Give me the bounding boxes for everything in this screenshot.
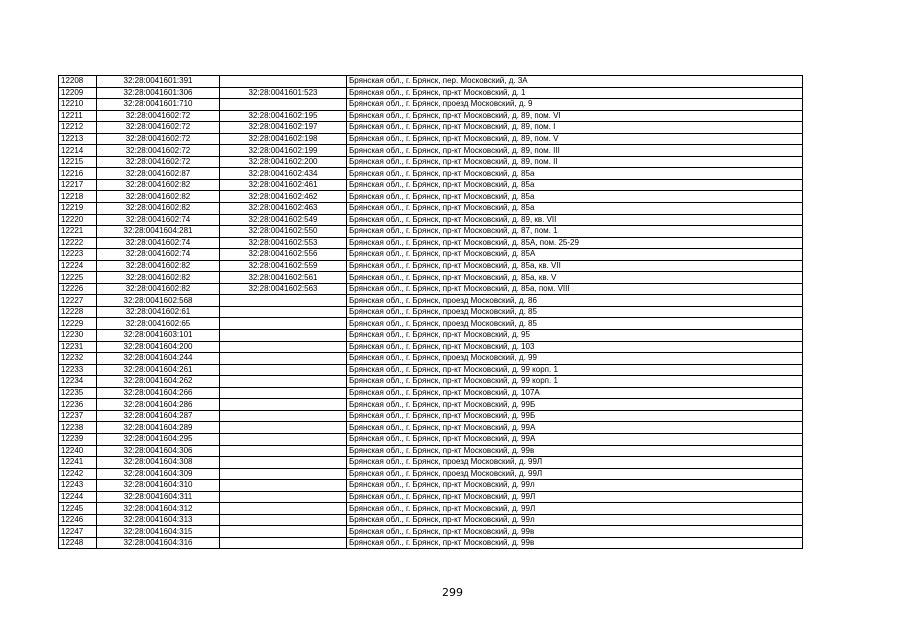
table-row <box>59 480 803 492</box>
related-cadastral-number-cell <box>220 364 347 376</box>
related-cadastral-number-cell <box>220 433 347 445</box>
cadastral-number-cell: 32:28:0041603:101 <box>97 330 220 342</box>
row-number-cell: 12233 <box>59 364 97 376</box>
address-cell: Брянская обл., г. Брянск, пр-кт Московский, д. 99 корп. 1 <box>347 376 803 388</box>
cadastral-number-cell: 32:28:0041602:82 <box>97 179 220 191</box>
row-number-cell: 12216 <box>59 168 97 180</box>
address-cell: Брянская обл., г. Брянск, проезд Московский, д. 85 <box>347 318 803 330</box>
related-cadastral-number-cell: 32:28:0041602:563 <box>220 283 347 295</box>
related-cadastral-number-cell <box>220 76 347 88</box>
row-number-cell: 12218 <box>59 191 97 203</box>
related-cadastral-number-cell: 32:28:0041602:463 <box>220 203 347 215</box>
related-cadastral-number-cell <box>220 491 347 503</box>
row-number-cell: 12230 <box>59 330 97 342</box>
address-cell: Брянская обл., г. Брянск, проезд Московский, д. 99 <box>347 353 803 365</box>
address-cell: Брянская обл., г. Брянск, пр-кт Московский, д. 85а, кв. V <box>347 272 803 284</box>
row-number-cell: 12234 <box>59 376 97 388</box>
table-row <box>59 145 803 157</box>
address-cell: Брянская обл., г. Брянск, пр-кт Московский, д. 89, пом. II <box>347 156 803 168</box>
table-row <box>59 526 803 538</box>
row-number-cell: 12232 <box>59 353 97 365</box>
address-cell: Брянская обл., г. Брянск, пр-кт Московский, д. 1 <box>347 87 803 99</box>
address-cell: Брянская обл., г. Брянск, пр-кт Московский, д. 95 <box>347 330 803 342</box>
row-number-cell: 12247 <box>59 526 97 538</box>
cadastral-number-cell: 32:28:0041604:306 <box>97 445 220 457</box>
related-cadastral-number-cell <box>220 503 347 515</box>
cadastral-number-cell: 32:28:0041601:710 <box>97 99 220 111</box>
cadastral-table <box>58 75 803 549</box>
table-row <box>59 272 803 284</box>
cadastral-number-cell: 32:28:0041601:306 <box>97 87 220 99</box>
cadastral-number-cell: 32:28:0041604:310 <box>97 480 220 492</box>
related-cadastral-number-cell: 32:28:0041602:461 <box>220 179 347 191</box>
address-cell: Брянская обл., г. Брянск, пр-кт Московский, д. 89, пом. VI <box>347 110 803 122</box>
related-cadastral-number-cell: 32:28:0041602:197 <box>220 122 347 134</box>
table-row <box>59 468 803 480</box>
related-cadastral-number-cell <box>220 330 347 342</box>
address-cell: Брянская обл., г. Брянск, пр-кт Московский, д. 85а <box>347 179 803 191</box>
related-cadastral-number-cell: 32:28:0041602:549 <box>220 214 347 226</box>
table-row <box>59 203 803 215</box>
row-number-cell: 12248 <box>59 537 97 549</box>
related-cadastral-number-cell <box>220 445 347 457</box>
table-row <box>59 237 803 249</box>
table-row <box>59 514 803 526</box>
cadastral-number-cell: 32:28:0041602:72 <box>97 145 220 157</box>
table-row <box>59 399 803 411</box>
cadastral-number-cell: 32:28:0041602:74 <box>97 249 220 261</box>
row-number-cell: 12221 <box>59 226 97 238</box>
row-number-cell: 12226 <box>59 283 97 295</box>
cadastral-number-cell: 32:28:0041602:72 <box>97 110 220 122</box>
table-row <box>59 330 803 342</box>
table-row <box>59 318 803 330</box>
row-number-cell: 12239 <box>59 433 97 445</box>
related-cadastral-number-cell: 32:28:0041602:195 <box>220 110 347 122</box>
cadastral-table-body <box>59 76 803 549</box>
address-cell: Брянская обл., г. Брянск, пр-кт Московский, д. 99Л <box>347 491 803 503</box>
address-cell: Брянская обл., г. Брянск, пр-кт Московский, д. 99Б <box>347 399 803 411</box>
cadastral-number-cell: 32:28:0041604:313 <box>97 514 220 526</box>
row-number-cell: 12241 <box>59 457 97 469</box>
row-number-cell: 12246 <box>59 514 97 526</box>
address-cell: Брянская обл., г. Брянск, пр-кт Московский, д. 99 корп. 1 <box>347 364 803 376</box>
cadastral-number-cell: 32:28:0041604:312 <box>97 503 220 515</box>
address-cell: Брянская обл., г. Брянск, пр-кт Московский, д. 99в <box>347 445 803 457</box>
cadastral-number-cell: 32:28:0041604:244 <box>97 353 220 365</box>
table-row <box>59 387 803 399</box>
table-row <box>59 457 803 469</box>
table-row <box>59 226 803 238</box>
table-row <box>59 491 803 503</box>
row-number-cell: 12217 <box>59 179 97 191</box>
related-cadastral-number-cell <box>220 387 347 399</box>
row-number-cell: 12222 <box>59 237 97 249</box>
address-cell: Брянская обл., г. Брянск, пр-кт Московский, д. 89, пом. III <box>347 145 803 157</box>
cadastral-number-cell: 32:28:0041604:308 <box>97 457 220 469</box>
row-number-cell: 12245 <box>59 503 97 515</box>
table-row <box>59 306 803 318</box>
related-cadastral-number-cell: 32:28:0041602:553 <box>220 237 347 249</box>
table-row <box>59 133 803 145</box>
table-row <box>59 445 803 457</box>
cadastral-number-cell: 32:28:0041602:87 <box>97 168 220 180</box>
cadastral-number-cell: 32:28:0041604:281 <box>97 226 220 238</box>
address-cell: Брянская обл., г. Брянск, пр-кт Московский, д. 85а <box>347 168 803 180</box>
related-cadastral-number-cell: 32:28:0041602:462 <box>220 191 347 203</box>
row-number-cell: 12211 <box>59 110 97 122</box>
address-cell: Брянская обл., г. Брянск, пр-кт Московский, д. 99в <box>347 526 803 538</box>
row-number-cell: 12215 <box>59 156 97 168</box>
table-row <box>59 503 803 515</box>
related-cadastral-number-cell: 32:28:0041602:559 <box>220 260 347 272</box>
cadastral-number-cell: 32:28:0041602:72 <box>97 156 220 168</box>
related-cadastral-number-cell <box>220 457 347 469</box>
cadastral-number-cell: 32:28:0041602:65 <box>97 318 220 330</box>
address-cell: Брянская обл., г. Брянск, пр-кт Московский, д. 99А <box>347 422 803 434</box>
address-cell: Брянская обл., г. Брянск, пр-кт Московский, д. 89, пом. I <box>347 122 803 134</box>
related-cadastral-number-cell: 32:28:0041602:199 <box>220 145 347 157</box>
related-cadastral-number-cell <box>220 537 347 549</box>
address-cell: Брянская обл., г. Брянск, пр-кт Московский, д. 99л <box>347 480 803 492</box>
related-cadastral-number-cell: 32:28:0041602:556 <box>220 249 347 261</box>
table-row <box>59 156 803 168</box>
row-number-cell: 12238 <box>59 422 97 434</box>
row-number-cell: 12208 <box>59 76 97 88</box>
table-row <box>59 422 803 434</box>
cadastral-number-cell: 32:28:0041602:82 <box>97 191 220 203</box>
cadastral-number-cell: 32:28:0041601:391 <box>97 76 220 88</box>
row-number-cell: 12231 <box>59 341 97 353</box>
address-cell: Брянская обл., г. Брянск, проезд Московский, д. 86 <box>347 295 803 307</box>
row-number-cell: 12210 <box>59 99 97 111</box>
related-cadastral-number-cell <box>220 422 347 434</box>
row-number-cell: 12236 <box>59 399 97 411</box>
cadastral-number-cell: 32:28:0041602:61 <box>97 306 220 318</box>
related-cadastral-number-cell <box>220 306 347 318</box>
cadastral-number-cell: 32:28:0041604:289 <box>97 422 220 434</box>
address-cell: Брянская обл., г. Брянск, проезд Московский, д. 99Л <box>347 457 803 469</box>
table-row <box>59 168 803 180</box>
address-cell: Брянская обл., г. Брянск, пр-кт Московский, д. 89, кв. VII <box>347 214 803 226</box>
address-cell: Брянская обл., г. Брянск, проезд Московский, д. 9 <box>347 99 803 111</box>
related-cadastral-number-cell <box>220 341 347 353</box>
cadastral-number-cell: 32:28:0041602:72 <box>97 133 220 145</box>
cadastral-number-cell: 32:28:0041604:262 <box>97 376 220 388</box>
address-cell: Брянская обл., г. Брянск, пр-кт Московский, д. 103 <box>347 341 803 353</box>
related-cadastral-number-cell <box>220 410 347 422</box>
row-number-cell: 12229 <box>59 318 97 330</box>
related-cadastral-number-cell: 32:28:0041602:200 <box>220 156 347 168</box>
related-cadastral-number-cell <box>220 514 347 526</box>
row-number-cell: 12223 <box>59 249 97 261</box>
cadastral-number-cell: 32:28:0041604:287 <box>97 410 220 422</box>
address-cell: Брянская обл., г. Брянск, пр-кт Московский, д. 85а <box>347 203 803 215</box>
row-number-cell: 12228 <box>59 306 97 318</box>
cadastral-number-cell: 32:28:0041604:286 <box>97 399 220 411</box>
table-row <box>59 76 803 88</box>
row-number-cell: 12225 <box>59 272 97 284</box>
row-number-cell: 12209 <box>59 87 97 99</box>
related-cadastral-number-cell <box>220 468 347 480</box>
table-row <box>59 191 803 203</box>
cadastral-number-cell: 32:28:0041604:295 <box>97 433 220 445</box>
cadastral-number-cell: 32:28:0041604:200 <box>97 341 220 353</box>
related-cadastral-number-cell <box>220 295 347 307</box>
page-number: 299 <box>442 586 463 599</box>
cadastral-number-cell: 32:28:0041604:315 <box>97 526 220 538</box>
related-cadastral-number-cell <box>220 399 347 411</box>
related-cadastral-number-cell <box>220 353 347 365</box>
address-cell: Брянская обл., г. Брянск, пр-кт Московский, д. 87, пом. 1 <box>347 226 803 238</box>
table-row <box>59 179 803 191</box>
row-number-cell: 12214 <box>59 145 97 157</box>
table-row <box>59 537 803 549</box>
related-cadastral-number-cell: 32:28:0041602:198 <box>220 133 347 145</box>
row-number-cell: 12242 <box>59 468 97 480</box>
row-number-cell: 12235 <box>59 387 97 399</box>
table-row <box>59 87 803 99</box>
table-row <box>59 364 803 376</box>
address-cell: Брянская обл., г. Брянск, пр-кт Московский, д. 99в <box>347 537 803 549</box>
table-row <box>59 99 803 111</box>
table-row <box>59 341 803 353</box>
related-cadastral-number-cell <box>220 318 347 330</box>
table-row <box>59 214 803 226</box>
row-number-cell: 12244 <box>59 491 97 503</box>
address-cell: Брянская обл., г. Брянск, проезд Московский, д. 85 <box>347 306 803 318</box>
row-number-cell: 12227 <box>59 295 97 307</box>
table-row <box>59 353 803 365</box>
related-cadastral-number-cell: 32:28:0041602:550 <box>220 226 347 238</box>
address-cell: Брянская обл., г. Брянск, пр-кт Московский, д. 85А <box>347 249 803 261</box>
address-cell: Брянская обл., г. Брянск, пер. Московский, д. 3А <box>347 76 803 88</box>
cadastral-number-cell: 32:28:0041604:261 <box>97 364 220 376</box>
cadastral-number-cell: 32:28:0041602:82 <box>97 272 220 284</box>
row-number-cell: 12219 <box>59 203 97 215</box>
address-cell: Брянская обл., г. Брянск, пр-кт Московский, д. 107А <box>347 387 803 399</box>
address-cell: Брянская обл., г. Брянск, пр-кт Московский, д. 99А <box>347 433 803 445</box>
table-row <box>59 295 803 307</box>
cadastral-number-cell: 32:28:0041602:72 <box>97 122 220 134</box>
cadastral-number-cell: 32:28:0041602:568 <box>97 295 220 307</box>
related-cadastral-number-cell <box>220 526 347 538</box>
related-cadastral-number-cell: 32:28:0041602:434 <box>220 168 347 180</box>
address-cell: Брянская обл., г. Брянск, пр-кт Московский, д. 99л <box>347 514 803 526</box>
cadastral-number-cell: 32:28:0041602:82 <box>97 260 220 272</box>
row-number-cell: 12224 <box>59 260 97 272</box>
address-cell: Брянская обл., г. Брянск, пр-кт Московский, д. 99Л <box>347 503 803 515</box>
row-number-cell: 12240 <box>59 445 97 457</box>
related-cadastral-number-cell: 32:28:0041601:523 <box>220 87 347 99</box>
address-cell: Брянская обл., г. Брянск, проезд Московский, д. 99Л <box>347 468 803 480</box>
row-number-cell: 12237 <box>59 410 97 422</box>
table-row <box>59 433 803 445</box>
cadastral-number-cell: 32:28:0041604:266 <box>97 387 220 399</box>
cadastral-number-cell: 32:28:0041602:74 <box>97 214 220 226</box>
cadastral-number-cell: 32:28:0041604:309 <box>97 468 220 480</box>
row-number-cell: 12220 <box>59 214 97 226</box>
table-row <box>59 376 803 388</box>
row-number-cell: 12243 <box>59 480 97 492</box>
table-row <box>59 249 803 261</box>
address-cell: Брянская обл., г. Брянск, пр-кт Московский, д. 85а, пом. VIII <box>347 283 803 295</box>
address-cell: Брянская обл., г. Брянск, пр-кт Московский, д. 85А, пом. 25-29 <box>347 237 803 249</box>
table-row <box>59 410 803 422</box>
related-cadastral-number-cell <box>220 376 347 388</box>
cadastral-number-cell: 32:28:0041602:82 <box>97 283 220 295</box>
table-row <box>59 122 803 134</box>
row-number-cell: 12213 <box>59 133 97 145</box>
cadastral-number-cell: 32:28:0041604:316 <box>97 537 220 549</box>
address-cell: Брянская обл., г. Брянск, пр-кт Московский, д. 89, пом. V <box>347 133 803 145</box>
related-cadastral-number-cell <box>220 480 347 492</box>
address-cell: Брянская обл., г. Брянск, пр-кт Московский, д. 85а, кв. VII <box>347 260 803 272</box>
cadastral-number-cell: 32:28:0041602:74 <box>97 237 220 249</box>
related-cadastral-number-cell <box>220 99 347 111</box>
cadastral-number-cell: 32:28:0041602:82 <box>97 203 220 215</box>
address-cell: Брянская обл., г. Брянск, пр-кт Московский, д. 99Б <box>347 410 803 422</box>
address-cell: Брянская обл., г. Брянск, пр-кт Московский, д. 85а <box>347 191 803 203</box>
row-number-cell: 12212 <box>59 122 97 134</box>
cadastral-number-cell: 32:28:0041604:311 <box>97 491 220 503</box>
table-row <box>59 260 803 272</box>
related-cadastral-number-cell: 32:28:0041602:561 <box>220 272 347 284</box>
table-row <box>59 283 803 295</box>
table-row <box>59 110 803 122</box>
